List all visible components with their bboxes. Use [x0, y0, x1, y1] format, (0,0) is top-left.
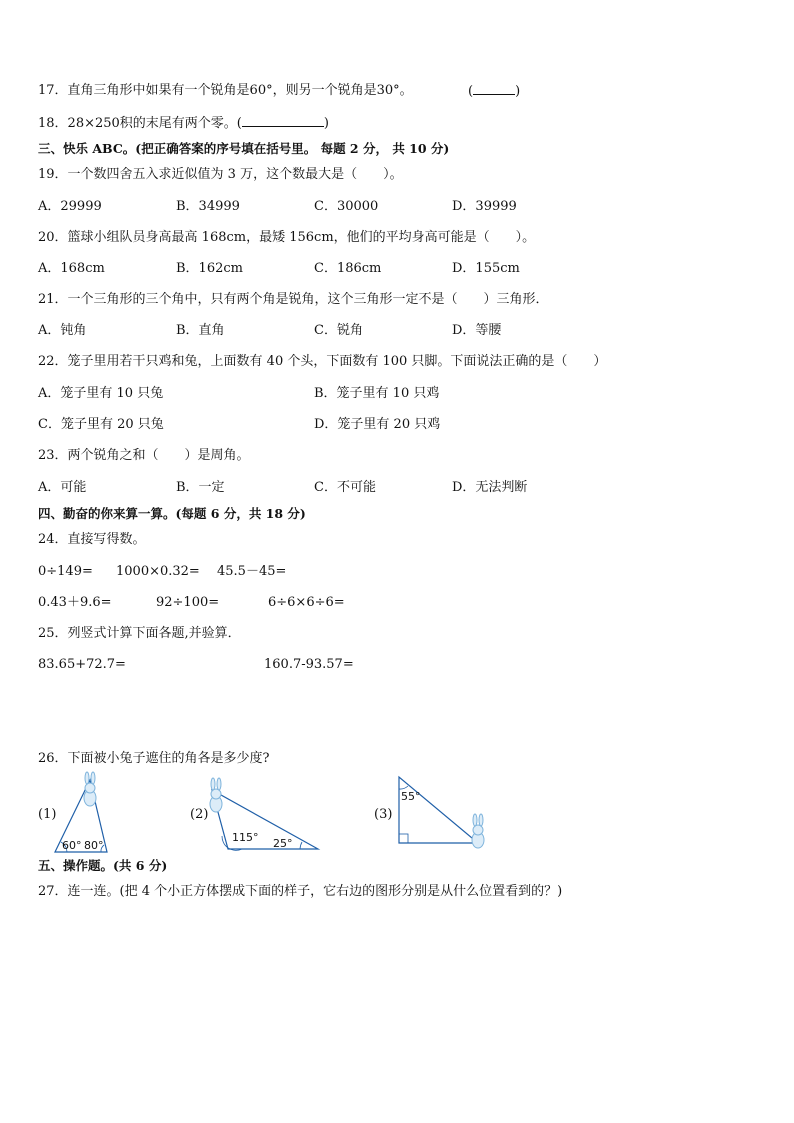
rabbit-icon [210, 778, 222, 812]
q20-option-a[interactable]: A．168cm [38, 261, 105, 276]
question-17 [38, 82, 413, 100]
question-20-text: 20．篮球小组队员身高最高 168cm，最矮 156cm，他们的平均身高可能是（ ）。 [38, 230, 536, 245]
q22-option-b[interactable]: B．笼子里有 10 只鸡 [314, 386, 440, 401]
q23-option-c[interactable]: C．不可能 [314, 480, 376, 495]
q19-option-d[interactable]: D．39999 [452, 199, 517, 214]
angle-figures [0, 770, 520, 860]
q25-expr-2: 160.7-93.57= [264, 657, 354, 672]
q22-option-c[interactable]: C．笼子里有 20 只兔 [38, 417, 164, 432]
q24-expr-1: 0÷149= [38, 564, 93, 579]
q23-option-d[interactable]: D．无法判断 [452, 480, 528, 495]
question-19-text: 19．一个数四舍五入求近似值为 3 万，这个数最大是（ ）。 [38, 167, 403, 182]
figure-2-angle-25: 25° [273, 837, 293, 850]
q23-option-a[interactable]: A．可能 [38, 480, 87, 495]
q21-option-d[interactable]: D．等腰 [452, 323, 502, 338]
figure-1-angle-60: 60° [62, 839, 82, 852]
q20-option-b[interactable]: B．162cm [176, 261, 243, 276]
answer-blank-17[interactable]: ( ) [468, 84, 521, 99]
q19-option-c[interactable]: C．30000 [314, 199, 379, 214]
q25-expr-1: 83.65+72.7= [38, 657, 126, 672]
q21-option-b[interactable]: B．直角 [176, 323, 225, 338]
triangle-2 [212, 790, 318, 850]
section-4-heading: 四、勤奋的你来算一算。(每题 6 分，共 18 分) [38, 506, 306, 521]
triangle-3 [399, 777, 478, 843]
q22-option-a[interactable]: A．笼子里有 10 只兔 [38, 386, 164, 401]
q24-expr-3: 45.5－45= [217, 564, 287, 579]
question-18-text: 18．28×250积的末尾有两个零。( [38, 116, 242, 131]
question-18: 18．28×250积的末尾有两个零。( ) [38, 116, 329, 131]
q20-option-d[interactable]: D．155cm [452, 261, 520, 276]
q22-option-d[interactable]: D．笼子里有 20 只鸡 [314, 417, 441, 432]
figure-3-angle-55: 55° [401, 790, 421, 803]
figure-2-label: (2) [190, 807, 209, 822]
q24-expr-5: 92÷100= [156, 595, 220, 610]
question-23-text: 23．两个锐角之和（ ）是周角。 [38, 448, 250, 463]
question-24-text: 24．直接写得数。 [38, 532, 146, 547]
answer-blank-18[interactable] [242, 114, 324, 127]
question-22-text: 22．笼子里用若干只鸡和兔，上面数有 40 个头，下面数有 100 只脚。下面说法正确的是（ ） [38, 354, 607, 369]
q20-option-c[interactable]: C．186cm [314, 261, 382, 276]
blank-line [473, 82, 515, 95]
question-25-text: 25．列竖式计算下面各题,并验算． [38, 626, 241, 641]
q23-option-b[interactable]: B．一定 [176, 480, 225, 495]
rabbit-icon [84, 772, 96, 806]
question-17-text: 17．直角三角形中如果有一个锐角是60°，则另一个锐角是30°。 [38, 83, 413, 98]
q24-expr-6: 6÷6×6÷6= [268, 595, 345, 610]
rabbit-icon [472, 814, 484, 848]
figure-2-angle-115: 115° [232, 831, 259, 844]
figure-1-angle-80: 80° [84, 839, 104, 852]
q19-option-a[interactable]: A．29999 [38, 199, 102, 214]
q21-option-c[interactable]: C．锐角 [314, 323, 363, 338]
q21-option-a[interactable]: A．钝角 [38, 323, 87, 338]
question-26-text: 26．下面被小兔子遮住的角各是多少度? [38, 751, 270, 766]
question-21-text: 21．一个三角形的三个角中，只有两个角是锐角，这个三角形一定不是（ ）三角形． [38, 292, 549, 307]
figure-3-label: (3) [374, 807, 393, 822]
q24-expr-4: 0.43＋9.6= [38, 595, 112, 610]
section-5-heading: 五、操作题。(共 6 分) [38, 858, 168, 873]
section-3-heading: 三、快乐 ABC。(把正确答案的序号填在括号里。 每题 2 分， 共 10 分) [38, 141, 450, 156]
q19-option-b[interactable]: B．34999 [176, 199, 240, 214]
question-27-text: 27．连一连。(把 4 个小正方体摆成下面的样子，它右边的图形分别是从什么位置看到的？) [38, 884, 563, 899]
figure-1-label: (1) [38, 807, 57, 822]
q24-expr-2: 1000×0.32= [116, 564, 200, 579]
